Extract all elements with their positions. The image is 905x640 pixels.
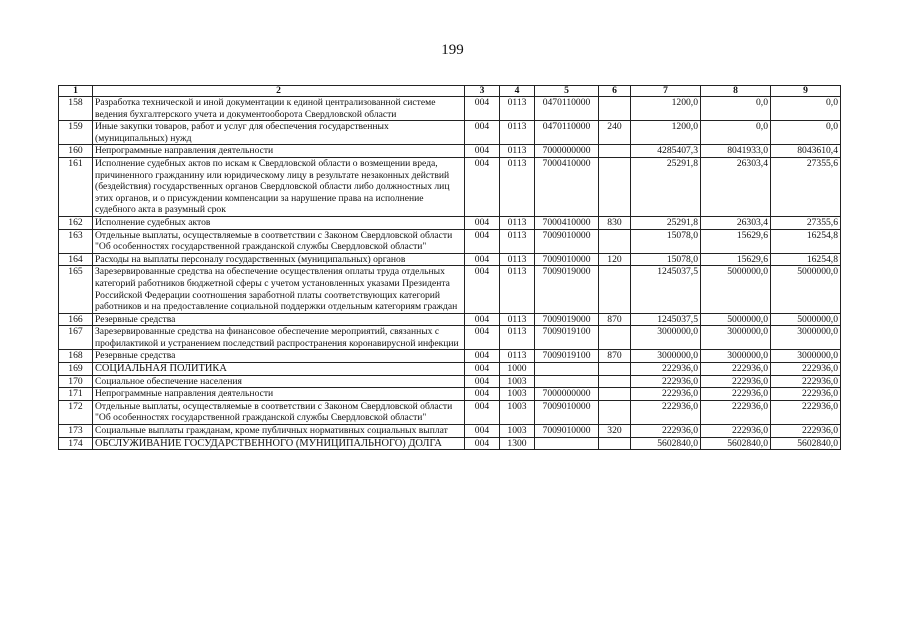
table-row bbox=[59, 363, 841, 376]
table-row bbox=[59, 121, 841, 145]
column-header: 3 bbox=[465, 86, 500, 97]
column-header: 8 bbox=[701, 86, 771, 97]
amount-year-1: 222936,0 bbox=[631, 388, 701, 401]
row-number: 167 bbox=[59, 326, 93, 350]
row-number: 169 bbox=[59, 363, 93, 376]
code-expense-type bbox=[599, 326, 631, 350]
amount-year-1: 222936,0 bbox=[631, 425, 701, 438]
row-description: Зарезервированные средства на обеспечение осуществления оплаты труда отдельных категорий работников бюджетной сферы с учетом установленных указами Президента Российской Федерации соотношения заработной платы соответствующих категорий работников и на предоставление социальной поддержки отдельным категориям граждан bbox=[93, 266, 465, 313]
row-description: Социальное обеспечение населения bbox=[93, 375, 465, 388]
code-section: 0113 bbox=[500, 157, 535, 216]
code-section: 0113 bbox=[500, 121, 535, 145]
code-expense-type: 830 bbox=[599, 216, 631, 229]
row-number: 173 bbox=[59, 425, 93, 438]
amount-year-3: 222936,0 bbox=[771, 388, 841, 401]
code-section: 1003 bbox=[500, 425, 535, 438]
row-description: ОБСЛУЖИВАНИЕ ГОСУДАРСТВЕННОГО (МУНИЦИПАЛЬНОГО) ДОЛГА bbox=[93, 437, 465, 450]
row-description: Отдельные выплаты, осуществляемые в соответствии с Законом Свердловской области "Об особенностях государственной гражданской службы Свердловской области" bbox=[93, 400, 465, 424]
code-section: 1300 bbox=[500, 437, 535, 450]
code-section: 0113 bbox=[500, 229, 535, 253]
row-number: 166 bbox=[59, 313, 93, 326]
row-number: 171 bbox=[59, 388, 93, 401]
amount-year-2: 5000000,0 bbox=[701, 313, 771, 326]
table-row bbox=[59, 400, 841, 424]
code-section: 0113 bbox=[500, 145, 535, 158]
amount-year-1: 25291,8 bbox=[631, 216, 701, 229]
code-expense-type bbox=[599, 388, 631, 401]
code-ministry: 004 bbox=[465, 350, 500, 363]
amount-year-2: 222936,0 bbox=[701, 363, 771, 376]
row-number: 168 bbox=[59, 350, 93, 363]
amount-year-3: 5602840,0 bbox=[771, 437, 841, 450]
amount-year-3: 222936,0 bbox=[771, 375, 841, 388]
code-target: 7009019100 bbox=[535, 350, 599, 363]
amount-year-3: 27355,6 bbox=[771, 157, 841, 216]
code-ministry: 004 bbox=[465, 425, 500, 438]
header-row bbox=[59, 86, 841, 97]
row-description: Иные закупки товаров, работ и услуг для обеспечения государственных (муниципальных) нужд bbox=[93, 121, 465, 145]
code-section: 0113 bbox=[500, 350, 535, 363]
code-expense-type: 870 bbox=[599, 350, 631, 363]
amount-year-2: 3000000,0 bbox=[701, 350, 771, 363]
code-expense-type bbox=[599, 400, 631, 424]
amount-year-1: 1245037,5 bbox=[631, 313, 701, 326]
row-number: 162 bbox=[59, 216, 93, 229]
amount-year-3: 3000000,0 bbox=[771, 350, 841, 363]
row-number: 164 bbox=[59, 253, 93, 266]
amount-year-1: 222936,0 bbox=[631, 363, 701, 376]
code-target: 7000410000 bbox=[535, 216, 599, 229]
row-description: Зарезервированные средства на финансовое обеспечение мероприятий, связанных с профилактикой и устранением последствий распространения коронавирусной инфекции bbox=[93, 326, 465, 350]
code-target: 7009010000 bbox=[535, 253, 599, 266]
code-section: 0113 bbox=[500, 97, 535, 121]
amount-year-3: 16254,8 bbox=[771, 229, 841, 253]
code-target: 7000000000 bbox=[535, 388, 599, 401]
code-ministry: 004 bbox=[465, 145, 500, 158]
amount-year-1: 25291,8 bbox=[631, 157, 701, 216]
code-expense-type bbox=[599, 145, 631, 158]
code-section: 0113 bbox=[500, 216, 535, 229]
table-row bbox=[59, 253, 841, 266]
code-target: 7009019100 bbox=[535, 326, 599, 350]
amount-year-2: 0,0 bbox=[701, 121, 771, 145]
row-number: 172 bbox=[59, 400, 93, 424]
code-target: 0470110000 bbox=[535, 97, 599, 121]
amount-year-1: 1200,0 bbox=[631, 121, 701, 145]
code-section: 0113 bbox=[500, 266, 535, 313]
row-number: 159 bbox=[59, 121, 93, 145]
amount-year-2: 222936,0 bbox=[701, 425, 771, 438]
code-expense-type bbox=[599, 229, 631, 253]
code-target: 7009019000 bbox=[535, 313, 599, 326]
amount-year-3: 8043610,4 bbox=[771, 145, 841, 158]
row-description: Социальные выплаты гражданам, кроме публичных нормативных социальных выплат bbox=[93, 425, 465, 438]
table-row bbox=[59, 425, 841, 438]
amount-year-2: 222936,0 bbox=[701, 388, 771, 401]
amount-year-1: 1245037,5 bbox=[631, 266, 701, 313]
amount-year-3: 0,0 bbox=[771, 97, 841, 121]
row-description: Исполнение судебных актов bbox=[93, 216, 465, 229]
table-row bbox=[59, 229, 841, 253]
code-ministry: 004 bbox=[465, 375, 500, 388]
table-row bbox=[59, 313, 841, 326]
code-section: 1003 bbox=[500, 388, 535, 401]
column-header: 7 bbox=[631, 86, 701, 97]
code-section: 0113 bbox=[500, 326, 535, 350]
row-description: Разработка технической и иной документации к единой централизованной системе ведения бухгалтерского учета и документооборота Свердловской области bbox=[93, 97, 465, 121]
amount-year-1: 3000000,0 bbox=[631, 326, 701, 350]
amount-year-3: 5000000,0 bbox=[771, 313, 841, 326]
code-section: 0113 bbox=[500, 313, 535, 326]
amount-year-3: 16254,8 bbox=[771, 253, 841, 266]
code-expense-type bbox=[599, 363, 631, 376]
code-expense-type: 240 bbox=[599, 121, 631, 145]
code-ministry: 004 bbox=[465, 388, 500, 401]
table-row bbox=[59, 145, 841, 158]
table-row bbox=[59, 266, 841, 313]
code-expense-type: 320 bbox=[599, 425, 631, 438]
page-number: 199 bbox=[441, 42, 464, 58]
table-body bbox=[59, 97, 841, 450]
code-ministry: 004 bbox=[465, 121, 500, 145]
code-expense-type bbox=[599, 437, 631, 450]
amount-year-1: 3000000,0 bbox=[631, 350, 701, 363]
amount-year-1: 5602840,0 bbox=[631, 437, 701, 450]
code-ministry: 004 bbox=[465, 157, 500, 216]
row-number: 174 bbox=[59, 437, 93, 450]
amount-year-2: 8041933,0 bbox=[701, 145, 771, 158]
code-ministry: 004 bbox=[465, 437, 500, 450]
row-description: СОЦИАЛЬНАЯ ПОЛИТИКА bbox=[93, 363, 465, 376]
amount-year-2: 15629,6 bbox=[701, 253, 771, 266]
code-target bbox=[535, 375, 599, 388]
code-ministry: 004 bbox=[465, 266, 500, 313]
table-row bbox=[59, 388, 841, 401]
amount-year-3: 27355,6 bbox=[771, 216, 841, 229]
row-number: 165 bbox=[59, 266, 93, 313]
code-target bbox=[535, 363, 599, 376]
amount-year-1: 4285407,3 bbox=[631, 145, 701, 158]
code-target: 7009010000 bbox=[535, 400, 599, 424]
row-number: 158 bbox=[59, 97, 93, 121]
amount-year-3: 0,0 bbox=[771, 121, 841, 145]
code-expense-type: 870 bbox=[599, 313, 631, 326]
amount-year-1: 222936,0 bbox=[631, 375, 701, 388]
code-expense-type bbox=[599, 97, 631, 121]
amount-year-2: 5602840,0 bbox=[701, 437, 771, 450]
column-header: 2 bbox=[93, 86, 465, 97]
row-description: Резервные средства bbox=[93, 313, 465, 326]
row-description: Непрограммные направления деятельности bbox=[93, 388, 465, 401]
column-header: 6 bbox=[599, 86, 631, 97]
amount-year-2: 26303,4 bbox=[701, 157, 771, 216]
code-target bbox=[535, 437, 599, 450]
code-expense-type bbox=[599, 375, 631, 388]
amount-year-1: 15078,0 bbox=[631, 229, 701, 253]
amount-year-2: 5000000,0 bbox=[701, 266, 771, 313]
table-row bbox=[59, 157, 841, 216]
code-target: 7009010000 bbox=[535, 425, 599, 438]
table-row bbox=[59, 326, 841, 350]
amount-year-2: 3000000,0 bbox=[701, 326, 771, 350]
amount-year-2: 26303,4 bbox=[701, 216, 771, 229]
amount-year-3: 222936,0 bbox=[771, 400, 841, 424]
amount-year-3: 3000000,0 bbox=[771, 326, 841, 350]
row-number: 160 bbox=[59, 145, 93, 158]
code-section: 1003 bbox=[500, 375, 535, 388]
amount-year-3: 5000000,0 bbox=[771, 266, 841, 313]
budget-table bbox=[58, 85, 841, 450]
code-ministry: 004 bbox=[465, 97, 500, 121]
column-header: 5 bbox=[535, 86, 599, 97]
code-ministry: 004 bbox=[465, 363, 500, 376]
table-row bbox=[59, 216, 841, 229]
row-description: Непрограммные направления деятельности bbox=[93, 145, 465, 158]
row-number: 161 bbox=[59, 157, 93, 216]
code-target: 7009010000 bbox=[535, 229, 599, 253]
amount-year-3: 222936,0 bbox=[771, 425, 841, 438]
code-ministry: 004 bbox=[465, 216, 500, 229]
amount-year-1: 222936,0 bbox=[631, 400, 701, 424]
amount-year-2: 222936,0 bbox=[701, 400, 771, 424]
amount-year-3: 222936,0 bbox=[771, 363, 841, 376]
row-number: 170 bbox=[59, 375, 93, 388]
column-header: 4 bbox=[500, 86, 535, 97]
row-description: Расходы на выплаты персоналу государственных (муниципальных) органов bbox=[93, 253, 465, 266]
code-target: 7009019000 bbox=[535, 266, 599, 313]
code-section: 1003 bbox=[500, 400, 535, 424]
code-ministry: 004 bbox=[465, 400, 500, 424]
table-row bbox=[59, 350, 841, 363]
code-ministry: 004 bbox=[465, 326, 500, 350]
row-description: Резервные средства bbox=[93, 350, 465, 363]
amount-year-1: 1200,0 bbox=[631, 97, 701, 121]
code-ministry: 004 bbox=[465, 229, 500, 253]
column-header: 9 bbox=[771, 86, 841, 97]
code-expense-type: 120 bbox=[599, 253, 631, 266]
row-description: Отдельные выплаты, осуществляемые в соответствии с Законом Свердловской области "Об особенностях государственной гражданской службы Свердловской области" bbox=[93, 229, 465, 253]
table-row bbox=[59, 375, 841, 388]
row-number: 163 bbox=[59, 229, 93, 253]
code-expense-type bbox=[599, 266, 631, 313]
amount-year-2: 222936,0 bbox=[701, 375, 771, 388]
code-section: 0113 bbox=[500, 253, 535, 266]
column-header: 1 bbox=[59, 86, 93, 97]
code-ministry: 004 bbox=[465, 253, 500, 266]
table-row bbox=[59, 97, 841, 121]
row-description: Исполнение судебных актов по искам к Свердловской области о возмещении вреда, причиненного гражданину или юридическому лицу в результате незаконных действий (бездействия) государственных органов Свердловской области либо должностных лиц этих органов, и о присуждении компенсации за нарушение права на исполнение судебного акта в разумный срок bbox=[93, 157, 465, 216]
code-target: 7000000000 bbox=[535, 145, 599, 158]
amount-year-1: 15078,0 bbox=[631, 253, 701, 266]
code-section: 1000 bbox=[500, 363, 535, 376]
code-target: 7000410000 bbox=[535, 157, 599, 216]
amount-year-2: 0,0 bbox=[701, 97, 771, 121]
code-expense-type bbox=[599, 157, 631, 216]
table-row bbox=[59, 437, 841, 450]
amount-year-2: 15629,6 bbox=[701, 229, 771, 253]
code-target: 0470110000 bbox=[535, 121, 599, 145]
code-ministry: 004 bbox=[465, 313, 500, 326]
